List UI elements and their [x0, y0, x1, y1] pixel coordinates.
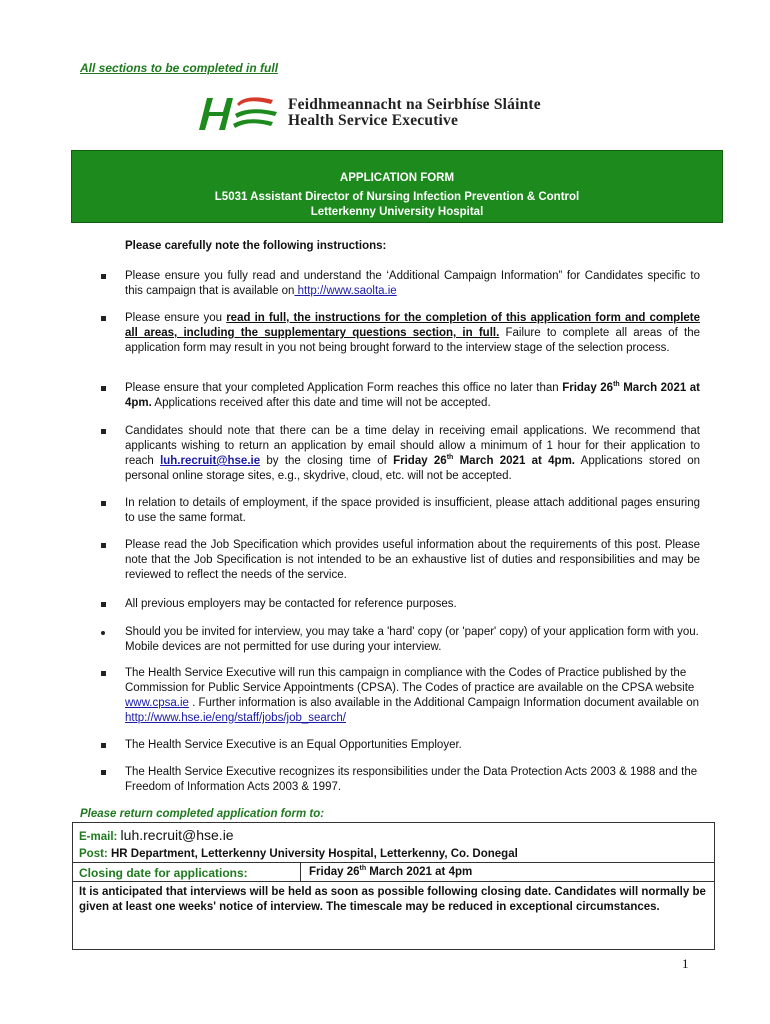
instruction-text: The Health Service Executive is an Equal Opportunities Employer. — [125, 739, 462, 751]
interview-note: It is anticipated that interviews will be held as soon as possible following closing date. Candidates will normally be given at least one weeks' notice of interview. The timescale may be reduced in exceptional circumstances. — [79, 886, 706, 913]
instruction-item — [96, 496, 700, 526]
instruction-item — [96, 625, 700, 655]
instruction-text: Please read the Job Specification which provides useful information about the requirements of this post. Please note that the Job Specification is not intended to be an exhaustive list of duties and responsibilities and may be reviewed to reflect the needs of the service. — [125, 539, 700, 581]
email-value[interactable]: luh.recruit@hse.ie — [120, 827, 234, 843]
recruit-email-link[interactable]: luh.recruit@hse.ie — [160, 455, 261, 467]
closing-date-row — [73, 862, 714, 882]
form-title-banner — [71, 150, 723, 223]
logo-irish-name: Feidhmeannacht na Seirbhíse Sláinte — [288, 96, 541, 113]
bullet-icon — [101, 770, 106, 775]
instruction-text: Candidates should note that there can be a time delay in receiving email applications. We recommend that applicants wishing to return an application by email should allow a minimum of 1 hour for their application to reach — [125, 425, 700, 467]
logo-wordmark — [288, 97, 541, 129]
instruction-item — [96, 666, 700, 726]
instruction-item — [96, 738, 700, 753]
saolta-link[interactable]: http://www.saolta.ie — [294, 285, 397, 297]
instruction-item — [96, 597, 700, 612]
logo-english-name: Health Service Executive — [288, 112, 459, 129]
instruction-text: In relation to details of employment, if the space provided is insufficient, please attach additional pages ensuring to use the same format. — [125, 497, 700, 524]
hospital-name: Letterkenny University Hospital — [310, 206, 484, 218]
bullet-dot-icon — [101, 631, 105, 635]
hse-logo-icon — [193, 92, 281, 136]
instruction-text: Please ensure you — [125, 312, 227, 324]
bullet-icon — [101, 501, 106, 506]
bullet-icon — [101, 274, 106, 279]
bullet-icon — [101, 743, 106, 748]
instruction-text: Should you be invited for interview, you may take a 'hard' copy (or 'paper' copy) of your application form with you. Mobile devices are not permitted for use during your interview. — [125, 626, 699, 653]
closing-date-value: Friday 26th March 2021 at 4pm — [309, 865, 473, 878]
post-row — [79, 848, 518, 860]
email-row — [79, 827, 234, 843]
hse-jobs-link[interactable]: http://www.hse.ie/eng/staff/jobs/job_search/ — [125, 712, 346, 724]
instruction-text: . Further information is also available in the Additional Campaign Information document available on — [188, 697, 700, 709]
post-label: Post: — [79, 848, 111, 860]
hse-logo — [193, 92, 613, 136]
form-title: APPLICATION FORM — [339, 172, 455, 184]
instruction-text: Applications received after this date and time will not be accepted. — [151, 397, 491, 409]
bullet-icon — [101, 386, 106, 391]
instruction-item — [96, 269, 700, 299]
post-address: HR Department, Letterkenny University Hospital, Letterkenny, Co. Donegal — [110, 848, 518, 860]
deadline-date: Friday 26th March 2021 at 4pm. — [393, 454, 575, 467]
bullet-icon — [101, 316, 106, 321]
page-number: 1 — [682, 956, 689, 971]
completion-note: All sections to be completed in full — [80, 61, 279, 75]
position-title: L5031 Assistant Director of Nursing Infection Prevention & Control — [214, 191, 580, 203]
cell-divider — [300, 863, 301, 882]
bullet-icon — [101, 543, 106, 548]
instruction-item — [96, 765, 700, 795]
instruction-text: All previous employers may be contacted for reference purposes. — [125, 598, 457, 610]
bullet-icon — [101, 429, 106, 434]
instruction-text: The Health Service Executive recognizes its responsibilities under the Data Protection Acts 2003 & 1988 and the Freedom of Information Acts 2003 & 1997. — [125, 766, 698, 793]
instruction-item — [96, 311, 700, 356]
closing-date-label: Closing date for applications: — [79, 866, 248, 880]
instruction-text: Applications stored on personal online storage sites, e.g., skydrive, cloud, etc. will not be accepted. — [125, 455, 700, 482]
instruction-text: The Health Service Executive will run this campaign in compliance with the Codes of Practice published by the Commission for Public Service Appointments (CPSA). The Codes of practice are available on the CPSA website — [125, 667, 695, 694]
deadline-date: Friday 26th March 2021 at 4pm. — [125, 381, 701, 409]
bullet-icon — [101, 671, 106, 676]
cpsa-link[interactable]: www.cpsa.ie — [125, 697, 189, 709]
return-heading: Please return completed application form to: — [80, 808, 325, 820]
instruction-item — [96, 381, 700, 411]
instruction-emphasis: read in full, the instructions for the completion of this application form and complete all areas, including the supplementary questions section, in full. — [125, 312, 701, 339]
instruction-text: Please ensure you fully read and understand the ‘Additional Campaign Information” for Candidates specific to this campaign that is available on — [125, 270, 700, 297]
bullet-icon — [101, 602, 106, 607]
instruction-text: by the closing time of — [260, 455, 394, 467]
email-label: E-mail: — [79, 831, 121, 843]
instruction-item — [96, 424, 700, 484]
contact-box — [72, 822, 715, 950]
instructions-heading: Please carefully note the following instructions: — [125, 240, 387, 252]
instruction-text: Please ensure that your completed Application Form reaches this office no later than — [125, 382, 563, 394]
instruction-item — [96, 538, 700, 583]
instruction-text: Failure to complete all areas of the application form may result in you not being brought forward to the interview stage of the selection process. — [125, 327, 701, 354]
